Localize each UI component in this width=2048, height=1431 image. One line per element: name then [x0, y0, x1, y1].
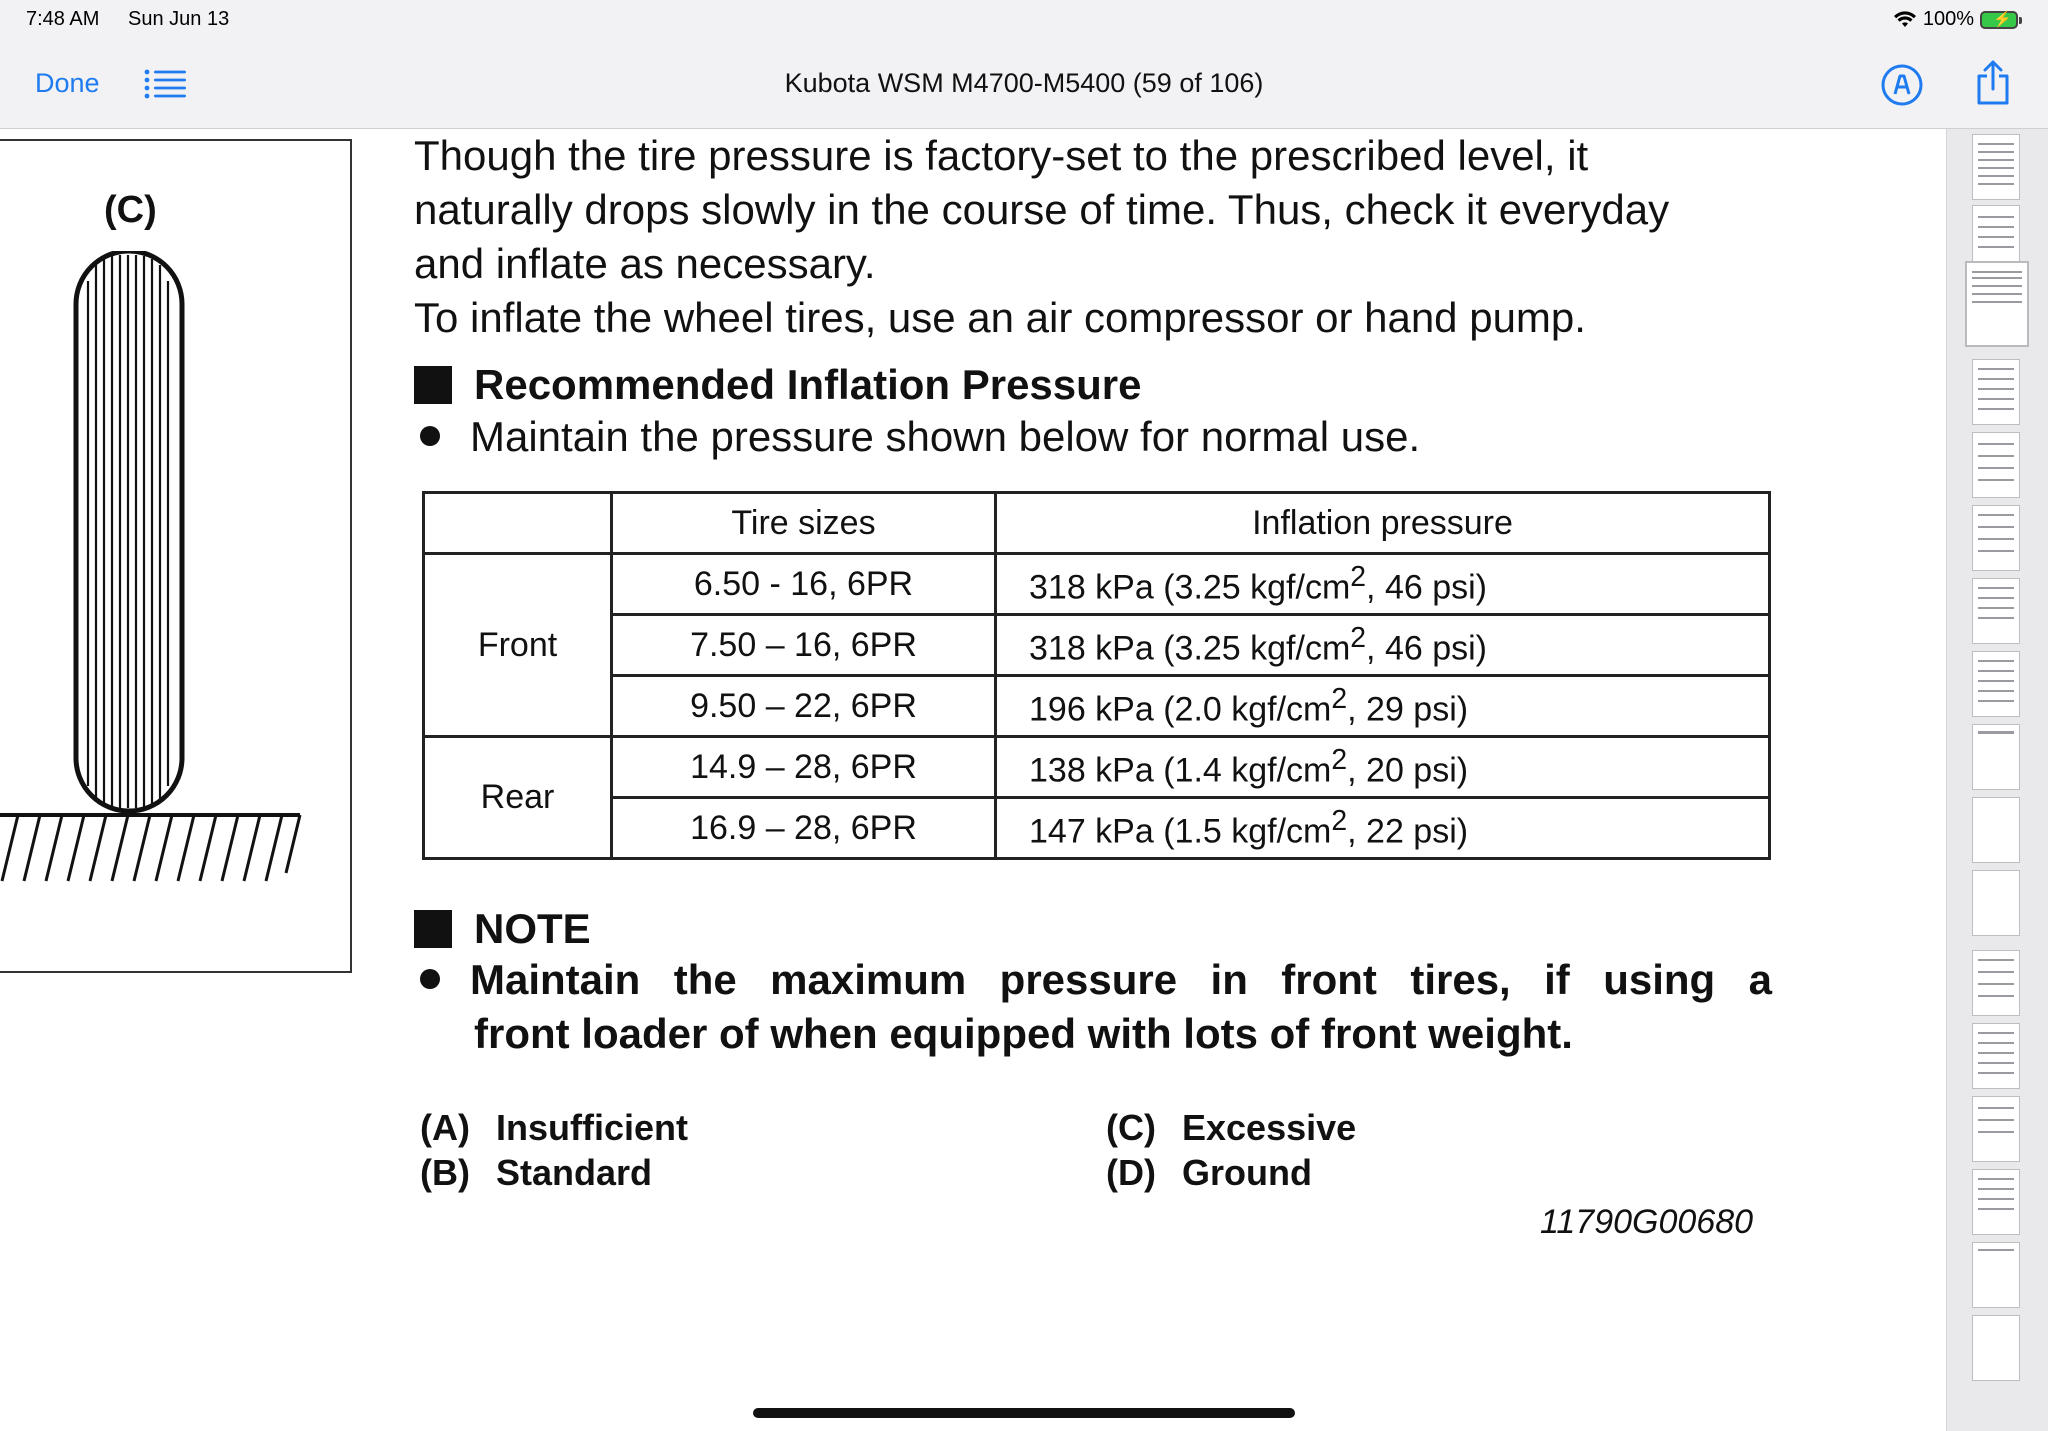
page-thumbnail[interactable] — [1972, 797, 2020, 863]
note-title: NOTE — [474, 905, 591, 952]
tire-size-cell: 16.9 – 28, 6PR — [612, 798, 996, 859]
status-date: Sun Jun 13 — [128, 8, 230, 30]
paragraph-line: To inflate the wheel tires, use an air compressor or hand pump. — [414, 294, 1586, 341]
pressure-cell: 318 kPa (3.25 kgf/$cm^2$, 46 psi) — [996, 554, 1770, 615]
page-thumbnail[interactable] — [1972, 1242, 2020, 1308]
intro-paragraph — [414, 129, 1814, 345]
inflation-table — [422, 491, 1771, 860]
note-line: front loader of when equipped with lots of front weight. — [474, 1010, 1573, 1057]
markup-pen-icon[interactable] — [1880, 63, 1924, 107]
section-heading — [414, 361, 1142, 409]
page-thumbnail[interactable] — [1972, 1096, 2020, 1162]
table-row — [424, 554, 1770, 615]
section-bullet — [420, 410, 1420, 464]
pressure-cell: 147 kPa (1.5 kgf/$cm^2$, 22 psi) — [996, 798, 1770, 859]
tire-size-cell: 9.50 – 22, 6PR — [612, 676, 996, 737]
status-right — [1893, 8, 2018, 31]
group-cell-front: Front — [424, 554, 612, 737]
note-body — [420, 953, 1772, 1061]
note-line: Maintain the maximum pressure in front tires, if using a — [420, 953, 1772, 1007]
figure-code: 11790G00680 — [1540, 1203, 1754, 1241]
table-row — [424, 615, 1770, 676]
bullet-dot-icon — [420, 969, 440, 989]
pdf-page[interactable] — [0, 129, 1946, 1431]
section-title: Recommended Inflation Pressure — [474, 361, 1142, 408]
page-thumbnail[interactable] — [1972, 950, 2020, 1016]
section-bullet-text: Maintain the pressure shown below for normal use. — [470, 413, 1421, 460]
bullet-dot-icon — [420, 426, 440, 446]
table-header: Inflation pressure — [996, 493, 1770, 554]
nav-bar — [0, 40, 2048, 129]
done-button[interactable]: Done — [35, 68, 100, 98]
legend-item: (D) Ground — [1106, 1152, 1312, 1193]
paragraph-line: Though the tire pressure is factory-set to the prescribed level, it — [414, 132, 1589, 179]
tire-figure — [0, 139, 352, 973]
battery-percent: 100% — [1922, 8, 1974, 30]
page-thumbnail[interactable] — [1972, 359, 2020, 425]
page-thumbnail[interactable] — [1972, 432, 2020, 498]
tire-size-cell: 7.50 – 16, 6PR — [612, 615, 996, 676]
page-thumbnail[interactable] — [1972, 1169, 2020, 1235]
tire-illustration — [0, 251, 350, 1031]
home-indicator[interactable] — [753, 1408, 1295, 1418]
share-icon[interactable] — [1975, 60, 2011, 106]
paragraph-line: naturally drops slowly in the course of time. Thus, check it everyday — [414, 186, 1670, 233]
table-header-row — [424, 493, 1770, 554]
table-row — [424, 676, 1770, 737]
page-thumbnail[interactable] — [1972, 134, 2020, 200]
pressure-cell: 196 kPa (2.0 kgf/$cm^2$, 29 psi) — [996, 676, 1770, 737]
legend-item: (C) Excessive — [1106, 1107, 1357, 1148]
page-thumbnail[interactable] — [1972, 724, 2020, 790]
tire-size-cell: 6.50 - 16, 6PR — [612, 554, 996, 615]
page-thumbnail[interactable] — [1972, 651, 2020, 717]
table-row — [424, 737, 1770, 798]
page-thumbnail[interactable] — [1972, 578, 2020, 644]
table-header — [424, 493, 612, 554]
figure-label: (C) — [104, 189, 157, 231]
page-thumbnail-current[interactable] — [1965, 261, 2029, 347]
legend-item: (B) Standard — [420, 1152, 653, 1193]
pressure-cell: 318 kPa (3.25 kgf/$cm^2$, 46 psi) — [996, 615, 1770, 676]
legend-item: (A) Insufficient — [420, 1107, 689, 1148]
square-bullet-icon — [414, 910, 452, 948]
square-bullet-icon — [414, 366, 452, 404]
table-row — [424, 798, 1770, 859]
battery-icon: ⚡ — [1980, 11, 2018, 29]
tire-size-cell: 14.9 – 28, 6PR — [612, 737, 996, 798]
paragraph-line: and inflate as necessary. — [414, 240, 876, 287]
page-thumbnail-sidebar[interactable] — [1946, 129, 2048, 1431]
pressure-cell: 138 kPa (1.4 kgf/$cm^2$, 20 psi) — [996, 737, 1770, 798]
table-header: Tire sizes — [612, 493, 996, 554]
status-bar — [0, 0, 2048, 40]
document-title: Kubota WSM M4700-M5400 (59 of 106) — [784, 68, 1264, 98]
page-thumbnail[interactable] — [1972, 1315, 2020, 1381]
group-cell-rear: Rear — [424, 737, 612, 859]
page-thumbnail[interactable] — [1972, 870, 2020, 936]
wifi-icon — [1893, 11, 1917, 29]
note-heading — [414, 905, 591, 953]
page-thumbnail[interactable] — [1972, 1023, 2020, 1089]
page-thumbnail[interactable] — [1972, 505, 2020, 571]
status-time: 7:48 AM — [26, 8, 100, 30]
